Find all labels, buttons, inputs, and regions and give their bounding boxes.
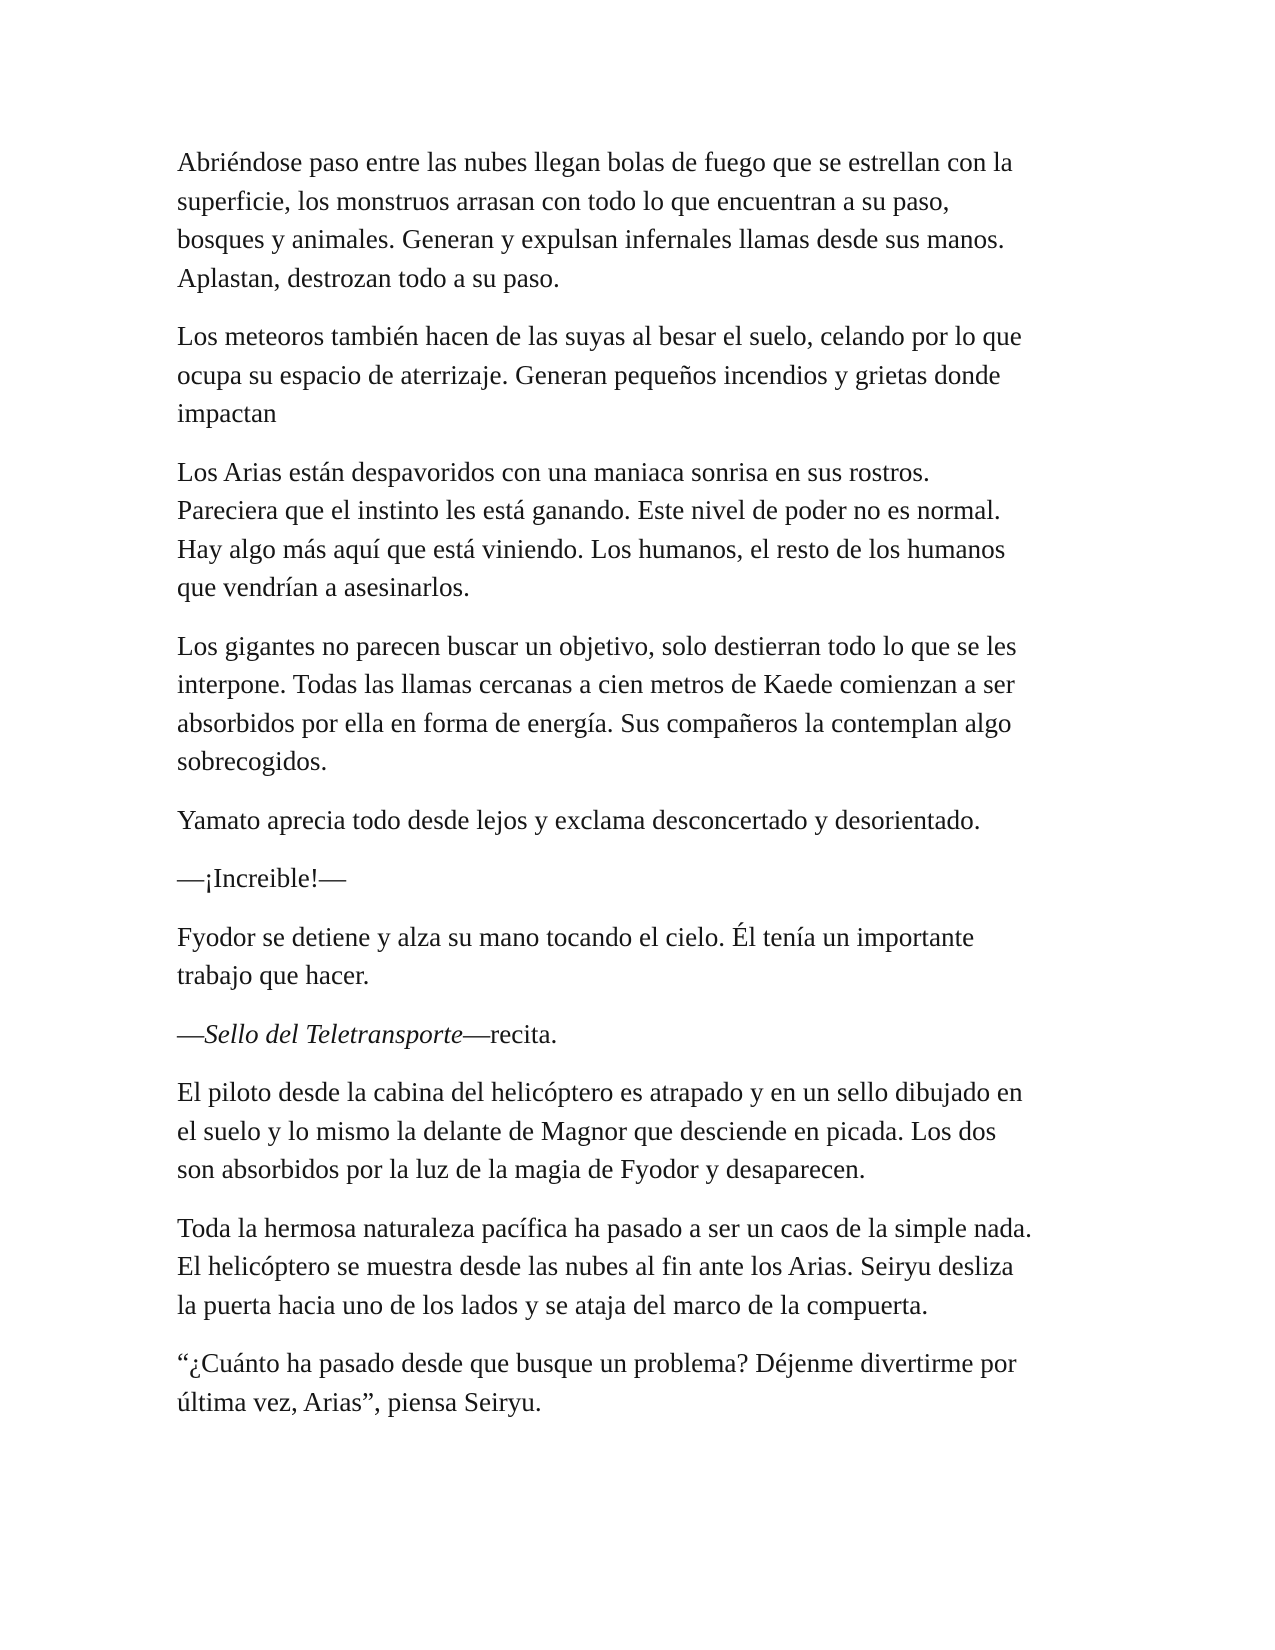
paragraph-giants: Los gigantes no parecen buscar un objetivo, solo destierran todo lo que se les interpone. Todas las llamas cercanas a cien metros de Kaede comienzan a ser absorbidos por ella en forma de energía. Sus compañeros la contemplan algo sobrecogidos. — [177, 630, 1017, 776]
spell-dash-open: — — [177, 1018, 205, 1049]
paragraph-yamato: Yamato aprecia todo desde lejos y exclama desconcertado y desorientado. — [177, 804, 981, 835]
spell-tail: recita. — [490, 1018, 558, 1049]
paragraph-fireballs: Abriéndose paso entre las nubes llegan bolas de fuego que se estrellan con la superficie, los monstruos arrasan con todo lo que encuentran a su paso, bosques y animales. Generan y expulsan infernales llamas desde sus manos. Aplastan, destrozan todo a su paso. — [177, 147, 1013, 293]
spell-name: Sello del Teletransporte — [204, 1018, 463, 1049]
document-body — [177, 143, 1107, 1441]
spell-dash-close: — — [462, 1018, 491, 1049]
dialogue-increible: —¡Increible!— — [177, 863, 347, 893]
paragraph-arias: Los Arias están despavoridos con una maniaca sonrisa en sus rostros. Pareciera que el instinto les está ganando. Este nivel de poder no es normal. Hay algo más aquí que está viniendo. Los humanos, el resto de los humanos que vendrían a asesinarlos. — [177, 456, 1006, 602]
dialogue-spell — [177, 1015, 1107, 1054]
paragraph-helicopter: Toda la hermosa naturaleza pacífica ha pasado a ser un caos de la simple nada. El helicóptero se muestra desde las nubes al fin ante los Arias. Seiryu desliza la puerta hacia uno de los lados y se ataja del marco de la compuerta. — [177, 1212, 1032, 1320]
paragraph-fyodor: Fyodor se detiene y alza su mano tocando el cielo. Él tenía un importante trabajo que hacer. — [177, 921, 975, 990]
paragraph-pilot: El piloto desde la cabina del helicóptero es atrapado y en un sello dibujado en el suelo y lo mismo la delante de Magnor que desciende en picada. Los dos son absorbidos por la luz de la magia de Fyodor y desaparecen. — [177, 1077, 1023, 1184]
paragraph-seiryu-thought: “¿Cuánto ha pasado desde que busque un problema? Déjenme divertirme por última vez, Arias”, piensa Seiryu. — [177, 1348, 1017, 1417]
paragraph-meteors: Los meteoros también hacen de las suyas al besar el suelo, celando por lo que ocupa su espacio de aterrizaje. Generan pequeños incendios y grietas donde impactan — [177, 321, 1022, 428]
